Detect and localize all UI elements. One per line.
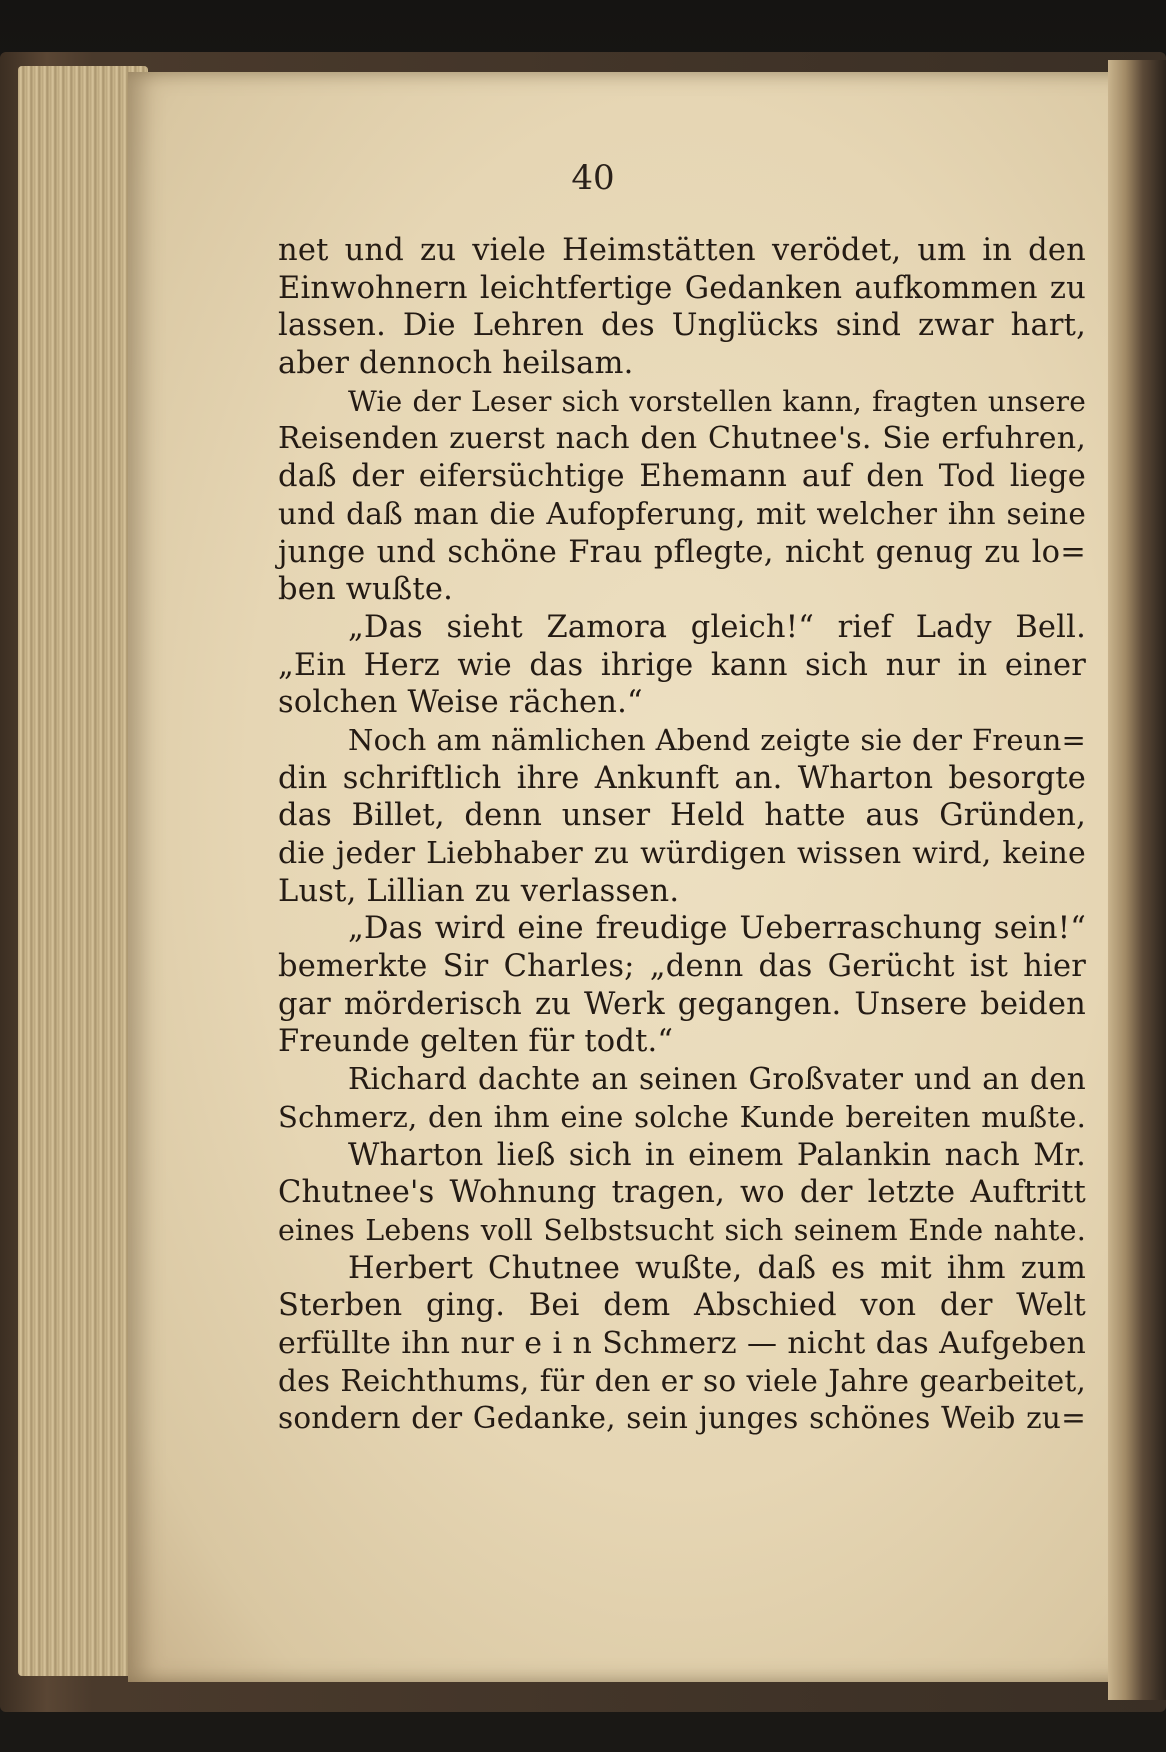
text-line: „Das wird eine freudige Ueberraschung sein!“ xyxy=(348,911,1086,947)
text-line: und daß man die Aufopferung, mit welcher ihn seine xyxy=(278,496,1086,531)
text-line: gar mörderisch zu Werk gegangen. Unsere beiden xyxy=(278,986,1086,1022)
text-line: das Billet, denn unser Held hatte aus Gründen, xyxy=(278,798,1086,834)
text-line: Lust, Lillian zu verlassen. xyxy=(278,873,680,909)
text-line: ben wußte. xyxy=(278,572,454,608)
text-line: Sterben ging. Bei dem Abschied von der Welt xyxy=(278,1288,1086,1324)
text-line: Einwohnern leichtfertige Gedanken aufkommen zu xyxy=(278,270,1086,306)
book-gutter xyxy=(1108,60,1166,1700)
text-line: aber dennoch heilsam. xyxy=(278,346,634,382)
text-line: din schriftlich ihre Ankunft an. Wharton besorgte xyxy=(278,760,1086,796)
text-line: solchen Weise rächen.“ xyxy=(278,685,643,721)
text-line: Freunde gelten für todt.“ xyxy=(278,1024,674,1060)
text-line: Reisenden zuerst nach den Chutnee's. Sie erfuhren, xyxy=(278,421,1086,457)
text-line: sondern der Gedanke, sein junges schönes Weib zu= xyxy=(278,1401,1086,1436)
text-line: bemerkte Sir Charles; „denn das Gerücht ist hier xyxy=(278,949,1086,985)
text-line: junge und schöne Frau pflegte, nicht genug zu lo= xyxy=(278,534,1086,570)
text-line: Noch am nämlichen Abend zeigte sie der Freun= xyxy=(348,722,1086,757)
text-line: Richard dachte an seinen Großvater und an den xyxy=(348,1062,1086,1097)
text-line: eines Lebens voll Selbstsucht sich seinem Ende nahte. xyxy=(278,1213,1086,1247)
text-line: lassen. Die Lehren des Unglücks sind zwar hart, xyxy=(278,308,1086,344)
text-line: „Ein Herz wie das ihrige kann sich nur in einer xyxy=(278,647,1086,683)
text-line: Chutnee's Wohnung tragen, wo der letzte Auftritt xyxy=(278,1175,1086,1211)
text-line: des Reichthums, für den er so viele Jahre gearbeitet, xyxy=(278,1363,1086,1398)
body-text xyxy=(278,232,1086,1438)
text-line: Herbert Chutnee wußte, daß es mit ihm zum xyxy=(348,1250,1086,1286)
page-number: 40 xyxy=(571,158,615,198)
text-line: Schmerz, den ihm eine solche Kunde bereiten mußte. xyxy=(278,1099,1086,1134)
text-line: daß der eifersüchtige Ehemann auf den Tod liege xyxy=(278,459,1086,495)
text-line: net und zu viele Heimstätten verödet, um in den xyxy=(278,233,1086,268)
text-line: die jeder Liebhaber zu würdigen wissen wird, keine xyxy=(278,836,1086,871)
text-line: „Das sieht Zamora gleich!“ rief Lady Bell. xyxy=(348,609,1086,645)
text-line: erfüllte ihn nur e i n Schmerz — nicht das Aufgeben xyxy=(278,1325,1086,1361)
text-line: Wie der Leser sich vorstellen kann, fragten unsere xyxy=(348,384,1086,418)
text-line: Wharton ließ sich in einem Palankin nach Mr. xyxy=(348,1137,1086,1173)
